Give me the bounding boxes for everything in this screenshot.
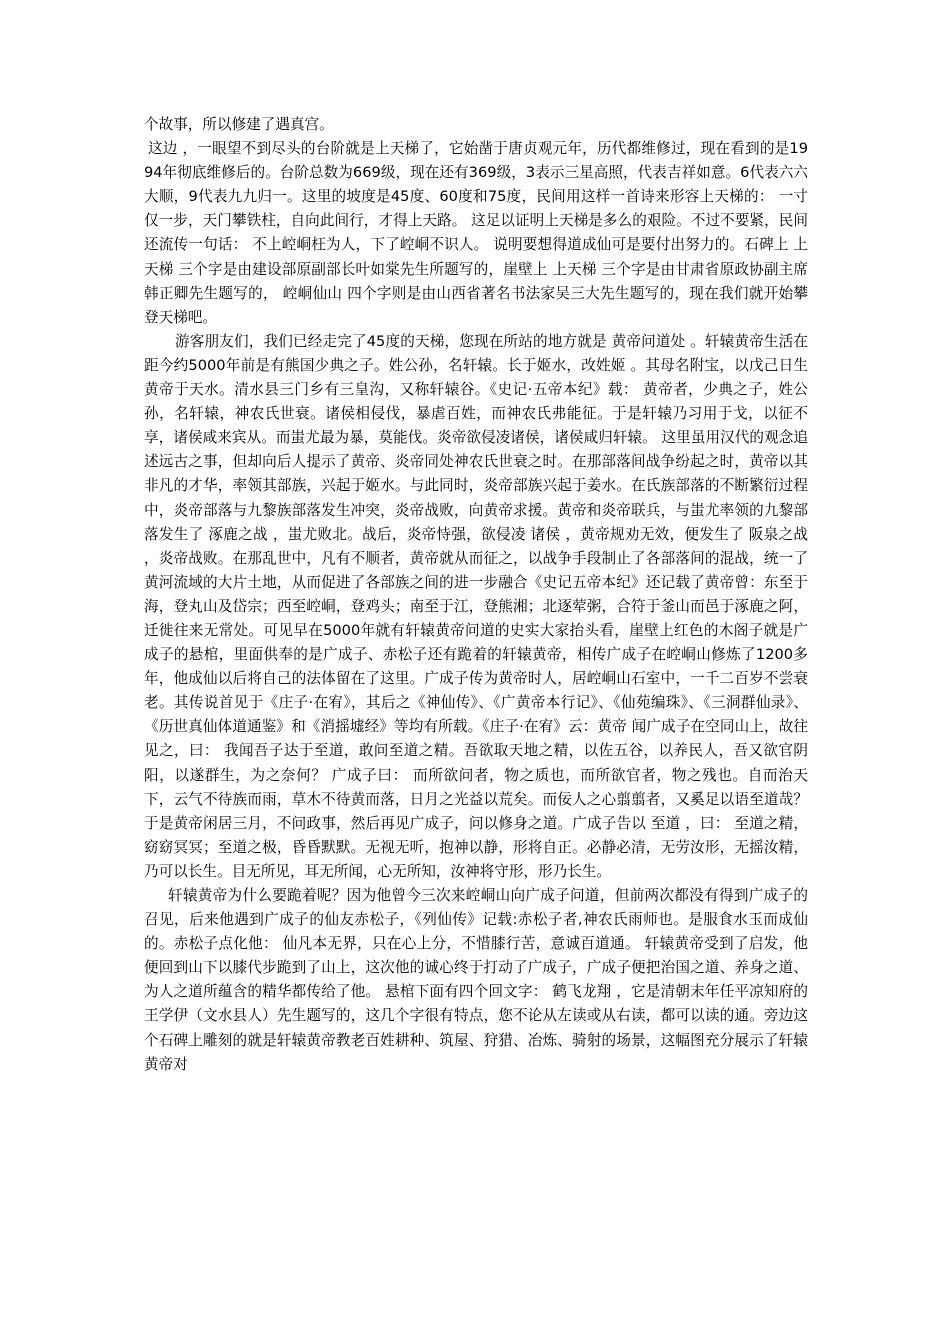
paragraph-3: 游客朋友们，我们已经走完了45度的天梯，您现在所站的地方就是 黄帝问道处 。轩辕黄帝生活在距今约5000年前是有熊国少典之子。姓公孙，名轩辕。长于姬水，改姓姬 。其母名附宝，以戊己日生黄帝于天水。清水县三门乡有三皇沟，又称轩辕谷。《史记·五帝本纪》载： 黄帝者，少典之子，姓公孙，名轩辕，神农氏世衰。诸侯相侵伐，暴虐百姓，而神农氏弗能征。于是轩辕乃习用于戈，以征不享，诸侯咸来宾从。而蚩尤最为暴，莫能伐。炎帝欲侵凌诸侯，诸侯咸归轩辕。 这里虽用汉代的观念追述远古之事，但却向后人提示了黄帝、炎帝同处神农氏世衰之时。在那部落间战争纷起之时，黄帝以其非凡的才华，率领其部族，兴起于姬水。与此同时，炎帝部族兴起于姜水。在氏族部落的不断繁衍过程中，炎帝部落与九黎族部落发生冲突，炎帝战败，向黄帝求援。黄帝和炎帝联兵，与蚩尤率领的九黎部落发生了 涿鹿之战 ，蚩尤败北。战后，炎帝恃强，欲侵凌 诸侯 ，黄帝规劝无效，便发生了 阪泉之战 ，炎帝战败。在那乱世中，凡有不顺者，黄帝就从而征之，以战争手段制止了各部落间的混战，统一了黄河流域的大片土地，从而促进了各部族之间的进一步融合《史记五帝本纪》还记载了黄帝曾：东至于海，登丸山及岱宗；西至崆峒，登鸡头；南至于江，登熊湘；北逐荤粥，合符于釜山而邑于涿鹿之阿，迁徙往来无常处。可见早在5000年就有轩辕黄帝问道的史实大家抬头看，崖壁上红色的木阁子就是广成子的悬棺，里面供奉的是广成子、赤松子还有跪着的轩辕黄帝，相传广成子在崆峒山修炼了1200多年，他成仙以后将自己的法体留在了这里。广成子传为黄帝时人，居崆峒山石室中，一千二百岁不尝衰老。其传说首见于《庄子·在宥》，其后之《神仙传》、《广黄帝本行记》、《仙苑编珠》、《三洞群仙录》、《历世真仙体道通鉴》和《消摇墟经》等均有所载。《庄子·在宥》云：黄帝 闻广成子在空同山上，故往见之，曰： 我闻吾子达于至道，敢问至道之精。吾欲取天地之精，以佐五谷，以养民人，吾又欲官阴阳，以遂群生，为之奈何？ 广成子曰： 而所欲问者，物之质也，而所欲官者，物之残也。自而治天下，云气不待族而雨，草木不待黄而落，日月之光益以荒矣。而佞人之心翦翦者，又奚足以语至道哉？ 于是黄帝闲居三月，不问政事，然后再见广成子，问以修身之道。广成子告以 至道 ，曰： 至道之精，窈窈冥冥；至道之极，昏昏默默。无视无听，抱神以静，形将自正。必静必清，无劳汝形，无摇汝精，乃可以长生。目无所见，耳无所闻，心无所知，汝神将守形，形乃长生。 <box>144 332 808 880</box>
document-page <box>144 113 808 1077</box>
paragraph-1: 个故事，所以修建了遇真宫。 <box>144 116 334 133</box>
paragraph-4: 轩辕黄帝为什么要跪着呢？因为他曾今三次来崆峒山向广成子问道，但前两次都没有得到广成子的召见，后来他遇到广成子的仙友赤松子，《列仙传》记载:赤松子者,神农氏雨师也。是服食水玉而成仙的。赤松子点化他： 仙凡本无界，只在心上分，不惜膝行苦，意诚百道通。 轩辕黄帝受到了启发，他便回到山下以膝代步跪到了山上，这次他的诚心终于打动了广成子，广成子便把治国之道、养身之道、为人之道所蕴含的精华都传给了他。 悬棺下面有四个回文字： 鹤飞龙翔 ，它是清朝末年任平凉知府的王学伊（文水县人）先生题写的，这几个字很有特点，您不论从左读或从右读，都可以读的通。旁边这个石碑上雕刻的就是轩辕黄帝教老百姓耕种、筑屋、狩猎、冶炼、骑射的场景，这幅图充分展示了轩辕黄帝对 <box>144 887 808 1073</box>
paragraph-2: 这边 ，一眼望不到尽头的台阶就是上天梯了，它始凿于唐贞观元年，历代都维修过，现在看到的是1994年彻底维修后的。台阶总数为669级，现在还有369级，3表示三星高照，代表吉祥如意。6代表六六大顺，9代表九九归一。这里的坡度是45度、60度和75度，民间用这样一首诗来形容上天梯的： 一寸仅一步，天门攀铁柱，自向此间行，才得上天路。 这足以证明上天梯是多么的艰险。不过不要紧，民间还流传一句话： 不上崆峒枉为人，下了崆峒不识人。 说明要想得道成仙可是要付出努力的。石碑上 上天梯 三个字是由建设部原副部长叶如棠先生所题写的，崖壁上 上天梯 三个字是由甘肃省原政协副主席韩正卿先生题写的， 崆峒仙山 四个字则是由山西省著名书法家吴三大先生题写的，现在我们就开始攀登天梯吧。 <box>144 140 808 326</box>
